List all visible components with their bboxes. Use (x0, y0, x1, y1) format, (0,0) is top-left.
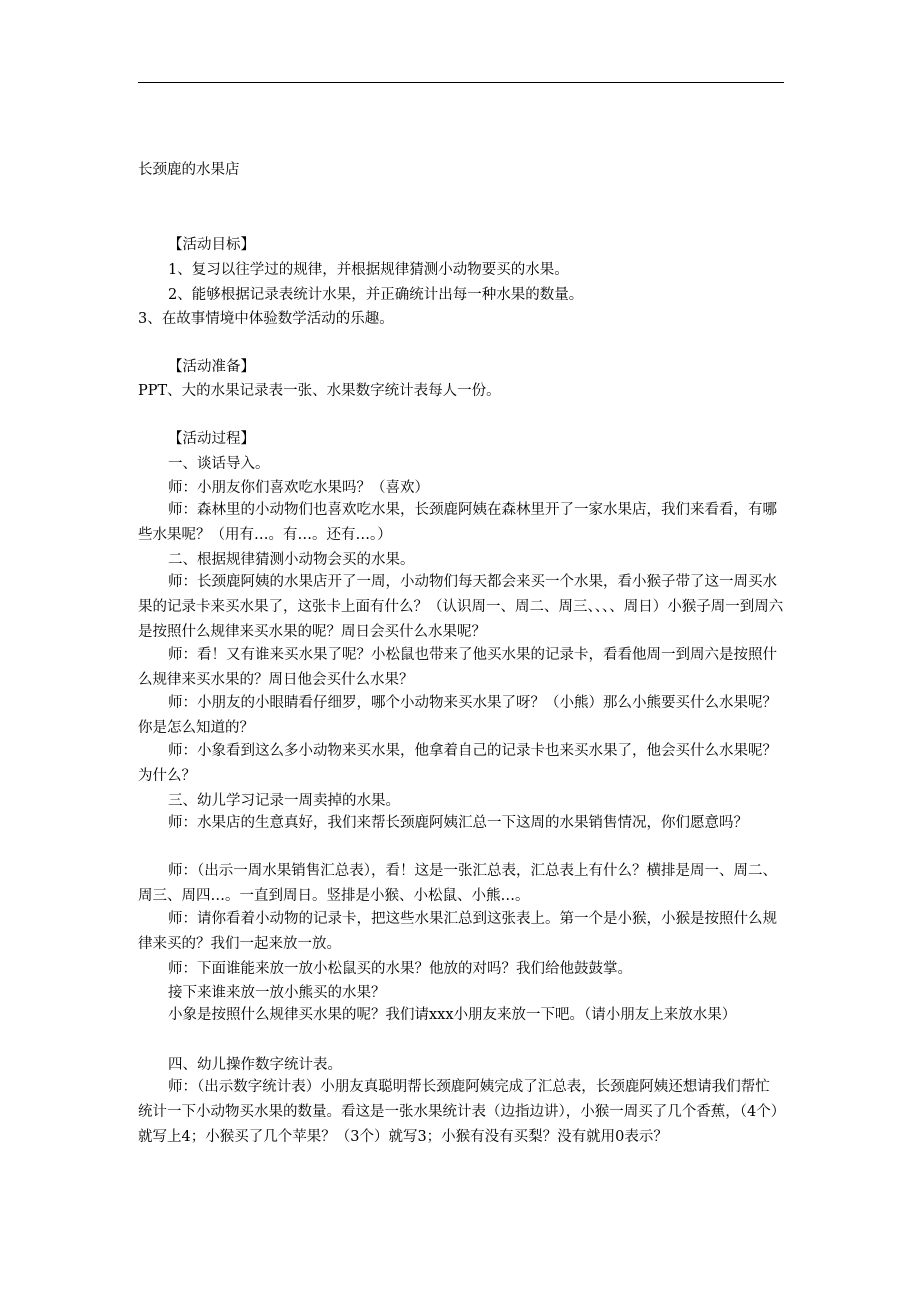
process-heading: 【活动过程】 (168, 431, 255, 447)
goal-heading: 【活动目标】 (168, 237, 255, 253)
paragraph: 师：小朋友的小眼睛看仔细罗，哪个小动物来买水果了呀？（小熊）那么小熊要买什么水果呢？你是怎么知道的？ (138, 695, 777, 736)
prep-heading: 【活动准备】 (168, 359, 255, 375)
paragraph: 师：小朋友你们喜欢吃水果吗？（喜欢） (168, 480, 429, 496)
section-heading: 一、谈话导入。 (168, 456, 270, 472)
paragraph: 小象是按照什么规律买水果的呢？我们请xxx小朋友来放一下吧。（请小朋友上来放水果） (168, 1007, 737, 1023)
paragraph: 师：长颈鹿阿姨的水果店开了一周，小动物们每天都会来买一个水果，看小猴子带了这一周买水果的记录卡来买水果了，这张卡上面有什么？（认识周一、周二、周三、、、、周日）小猴子周一到周六是按照什么规律来买水果的呢？周日会买什么水果呢？ (138, 574, 784, 640)
paragraph: 师：小象看到这么多小动物来买水果，他拿着自己的记录卡也来买水果了，他会买什么水果呢？为什么？ (138, 743, 777, 784)
doc-title: 长颈鹿的水果店 (138, 162, 240, 178)
paragraph: 师：（出示一周水果销售汇总表），看！这是一张汇总表，汇总表上有什么？横排是周一、周二、周三、周四…。一直到周日。竖排是小猴、小松鼠、小熊…。 (138, 863, 777, 904)
goal-item: 3、在故事情境中体验数学活动的乐趣。 (138, 311, 394, 327)
paragraph: 接下来谁来放一放小熊买的水果？ (168, 985, 386, 1001)
paragraph: 师：（出示数字统计表）小朋友真聪明帮长颈鹿阿姨完成了汇总表，长颈鹿阿姨还想请我们帮忙统计一下小动物买水果的数量。看这是一张水果统计表（边指边讲），小猴一周买了几个香蕉，（4个）就写上4；小猴买了几个苹果？（3个）就写3；小猴有没有买梨？没有就用0表示？ (138, 1079, 778, 1145)
section-heading: 二、根据规律猜测小动物会买的水果。 (168, 552, 415, 568)
paragraph: 师：下面谁能来放一放小松鼠买的水果？他放的对吗？我们给他鼓鼓掌。 (168, 961, 632, 977)
paragraph: 师：森林里的小动物们也喜欢吃水果，长颈鹿阿姨在森林里开了一家水果店，我们来看看，有哪些水果呢？（用有…。有…。还有…。） (138, 502, 777, 543)
prep-text: PPT、大的水果记录表一张、水果数字统计表每人一份。 (138, 383, 501, 399)
goal-item: 1、复习以往学过的规律，并根据规律猜测小动物要买的水果。 (168, 262, 569, 278)
paragraph: 师：水果店的生意真好，我们来帮长颈鹿阿姨汇总一下这周的水果销售情况，你们愿意吗？ (168, 815, 748, 831)
section-heading: 四、幼儿操作数字统计表。 (168, 1057, 342, 1073)
section-heading: 三、幼儿学习记录一周卖掉的水果。 (168, 793, 400, 809)
paragraph: 师：看！又有谁来买水果了呢？小松鼠也带来了他买水果的记录卡，看看他周一到周六是按照什么规律来买水果的？周日他会买什么水果？ (138, 647, 777, 688)
goal-item: 2、能够根据记录表统计水果，并正确统计出每一种水果的数量。 (168, 287, 584, 303)
paragraph: 师：请你看着小动物的记录卡，把这些水果汇总到这张表上。第一个是小猴，小猴是按照什么规律来买的？我们一起来放一放。 (138, 911, 777, 952)
header-rule (138, 82, 784, 83)
